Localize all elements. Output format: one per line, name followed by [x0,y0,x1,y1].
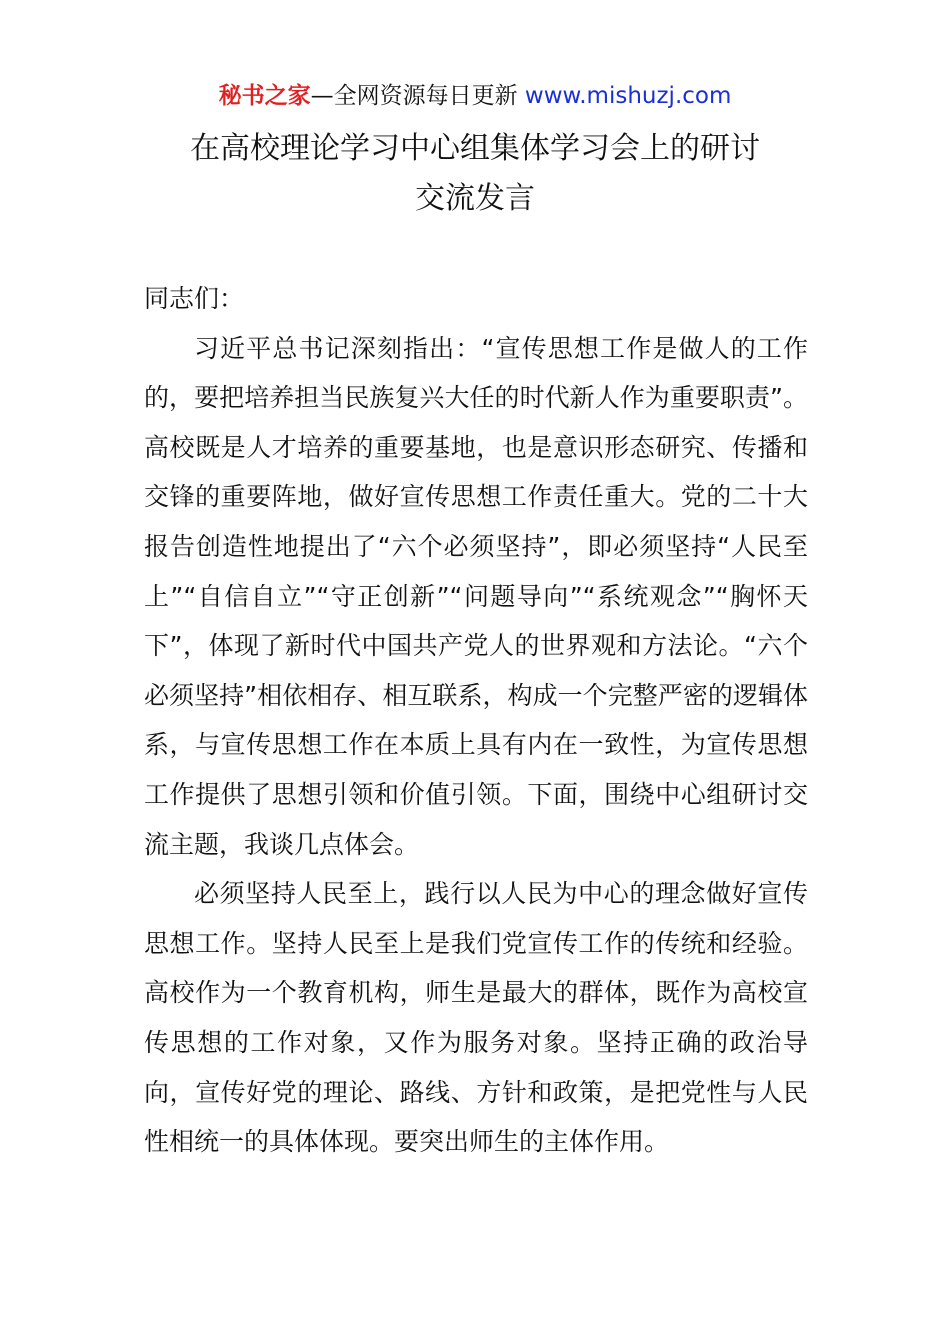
title-line-2: 交流发言 [415,181,535,216]
site-header [0,80,950,112]
brand-name: 秘书之家 [218,83,311,109]
document-title [100,124,850,224]
salutation: 同志们： [144,284,245,313]
title-line-1: 在高校理论学习中心组集体学习会上的研讨 [190,131,760,166]
document-body [144,274,808,1167]
site-url-link[interactable]: www.mishuzj.com [524,83,732,109]
paragraph: 习近平总书记深刻指出：“宣传思想工作是做人的工作的，要把培养担当民族复兴大任的时代新人作为重要职责”。高校既是人才培养的重要基地，也是意识形态研究、传播和交锋的重要阵地，做好宣传思想工作责任重大。党的二十大报告创造性地提出了“六个必须坚持”，即必须坚持“人民至上”“自信自立”“守正创新”“问题导向”“系统观念”“胸怀天下”，体现了新时代中国共产党人的世界观和方法论。“六个必须坚持”相依相存、相互联系，构成一个完整严密的逻辑体系，与宣传思想工作在本质上具有内在一致性，为宣传思想工作提供了思想引领和价值引领。下面，围绕中心组研讨交流主题，我谈几点体会。 [144,333,808,859]
header-tagline: —全网资源每日更新 [310,83,525,109]
paragraph: 必须坚持人民至上，践行以人民为中心的理念做好宣传思想工作。坚持人民至上是我们党宣传工作的传统和经验。高校作为一个教育机构，师生是最大的群体，既作为高校宣传思想的工作对象，又作为服务对象。坚持正确的政治导向，宣传好党的理论、路线、方针和政策，是把党性与人民性相统一的具体体现。要突出师生的主体作用。 [144,879,808,1157]
